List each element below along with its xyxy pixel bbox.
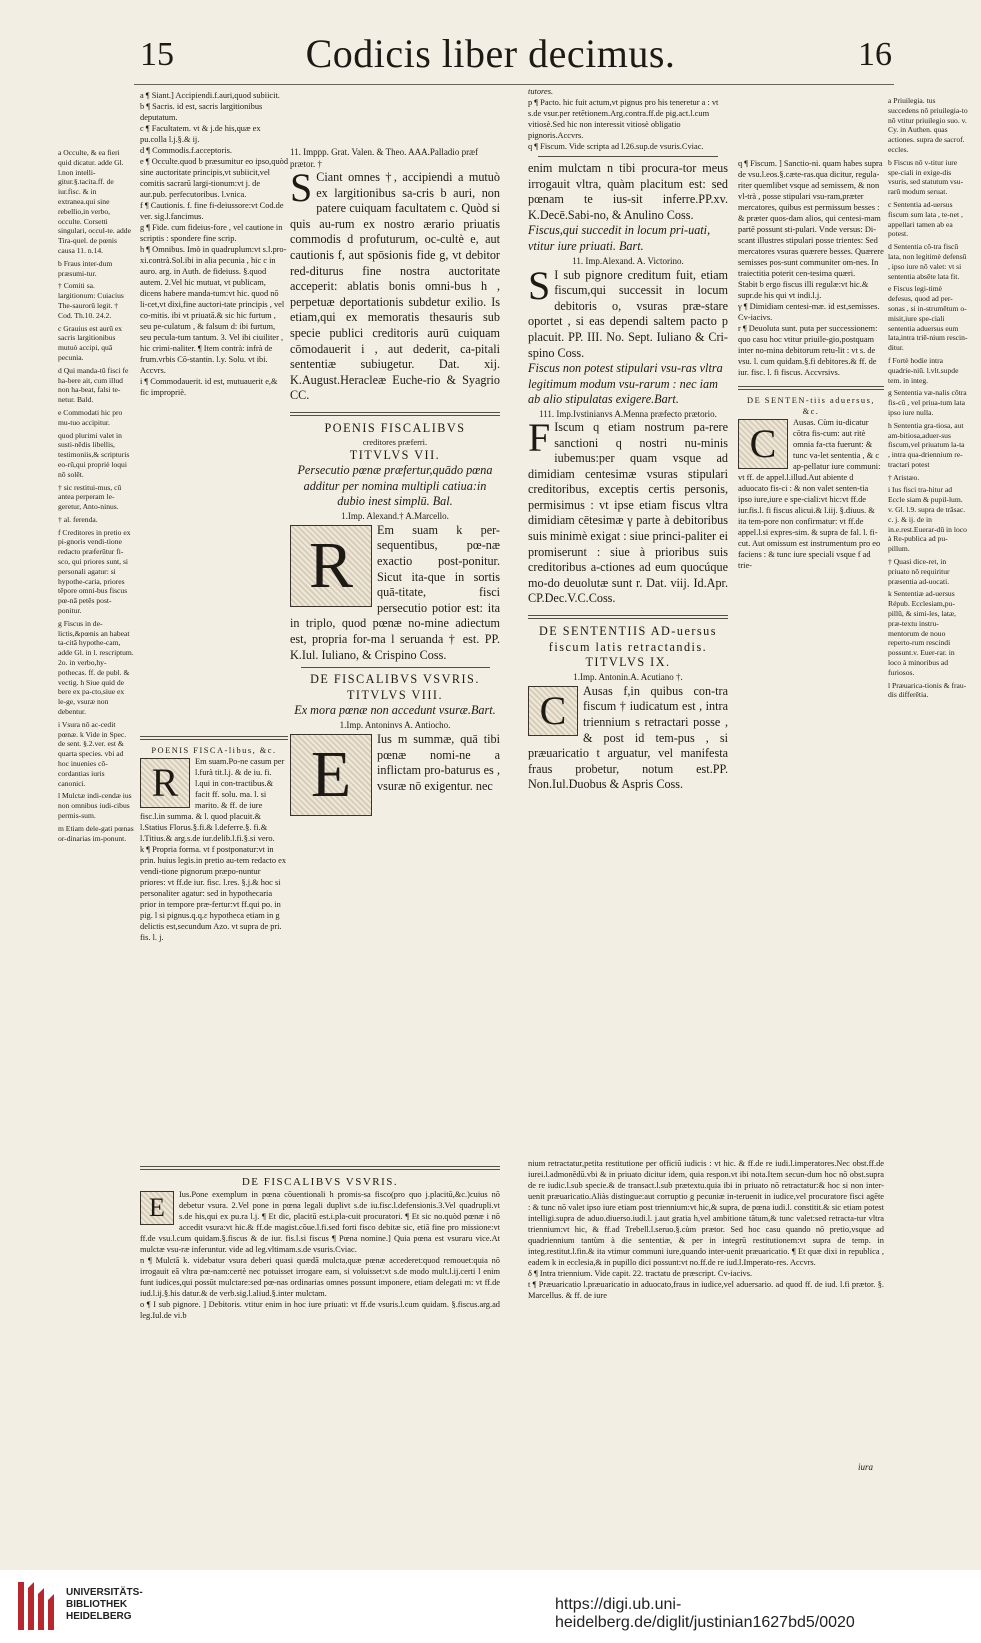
margin-note: g Fiscus in de-lictis,&pœnis an habeat ta-citā hypothe-cam, adde Gl. in l. rescriptum. 2o. in verbo,hy-pothecas. ff. de publ. & vectig. h Siue quid de bere ex pa-cto,siue ex le-ge, vsuræ non debentur.	[58, 618, 134, 717]
gloss-entry: c ¶ Facultatem. vt & j.de his,quæ ex pu.colla l.j.§.& ij.	[140, 124, 261, 144]
title-heading: POENIS FISCALIBVS	[324, 420, 466, 435]
library-name-line: BIBLIOTHEK	[66, 1599, 128, 1610]
bottom-gloss-left	[140, 1158, 500, 1448]
initial-letter-box: C	[738, 419, 788, 469]
gloss-entry: o ¶ I sub pignore. ] Debitoris. vtitur enim in hoc iure priuati: vt ff.de vsuris.l.cum quidam. §.fiscus.arg.ad leg.Iul.de vi.b	[140, 1300, 500, 1320]
gloss-entry: p ¶ Pacto. hic fuit actum,vt pignus pro his teneretur a : vt s.de vsur.per retētionem.Arg.contra.ff.de pig.act.l.cum vitiosè.Sed hic non interessit vitiosè obligatio pignoris.Accvrs.	[528, 98, 719, 140]
law-column-2	[528, 86, 728, 1156]
gloss-entry: e ¶ Occulte.quod b præsumitur eo ipso,quòd sine auctoritate principis,vt subiicit,vel comitis sacrarū largi-tionum:vt j. de aur.pub. perfecutoribus. l.vnica.	[140, 157, 288, 199]
section-rule	[290, 412, 500, 416]
library-name-line: HEIDELBERG	[66, 1611, 132, 1622]
gloss-entry: nium retractatur,petita restitutione per officiū iudicis : vt hic. & ff.de re iudi.l.imperatores.Nec obst.ff.de iurei.l.admonēdū.vbi & in priuato dicitur idem, quia respon.vt ibi nota.Item secun-dum hoc nō obst.supra de re iudic.l.sub specie.& de transact.l.sub prætextu.quia ibi in priuato nō retractatur:& hoc si non inter-uenit præuaricatio.Aliàs distingue:aut corruptio g pecuniæ in-teruenit in iudice,vel procuratore fisci agēte : & tunc nō valet ipso iure etiam post triennium:vt hic,& supra, de pœna iudi.l. constitit.& sic etiam potest intelligi.supra de aduo.diuerso.iudi.l. j.aut gratia h,vel ambitione tātum,& tunc valet:sed retracta-tur vltra triennium:vt hic, & ff.ad Trebell.l.seruo.§.cùm prætor. Sed hoc casu quando nō pretio,vsque ad quadriennium tantùm à die sententiæ, & per in integrū restitutionem:vt supra de temp. in integ.restitut.l.fin.& ita vtimur communi iure,quando inter-uenit præuaricatio. ¶ Et quæ dixi in republica , eadem k in ecclesia,& in pupillo dici possunt:vt no.ff.de re iud.l.Imperato-res. Accvrs.	[528, 1159, 884, 1267]
law-text: Iscum q etiam nostrum pa-rere sanctioni q nostri nu-minis iubemus:per quam vsque ad dimidiam centesimæ vsuras stipulari creditoribus, exceptis certis personis, permisimus : vt ipse etiam fiscus vltra dimidiam cētesimæ γ parte à debitoribus suis minimè exigat : siue princi-paliter ei promiserunt : siue à prioribus suis creditoribus a-ctiones ad eum quocúque mo-do deuolutæ sunt r. Dat. viij. Id.Apr. CP.Dec.V.C.Coss.	[528, 419, 728, 606]
law-heading: 111. Imp.Ivstinianvs A.Menna præfecto prætorio.	[539, 408, 717, 419]
title-summary: Persecutio pœnæ præfertur,quādo pœna additur per nomina multipli catiua:in dubio inest simplū. Bal.	[297, 463, 493, 509]
gloss-entry: q ¶ Fiscum. Vide scripta ad l.26.sup.de vsuris.Cviac.	[528, 142, 704, 151]
gloss-entry: b ¶ Sacris. id est, sacris largitionibus deputatum.	[140, 102, 263, 122]
title-summary: Ex mora pœnæ non accedunt vsuræ.Bart.	[294, 703, 496, 718]
gloss-entry: Stabit b ergo fiscus illi regulæ:vt hic.& supr.de his qui vt indi.l.j.	[738, 280, 869, 300]
page-number-right: 16	[858, 36, 892, 73]
margin-note: † Quasi dice-ret, in priuato nō requiritur præsentia ad-uocati.	[888, 557, 950, 586]
initial-letter-box: E	[140, 1191, 174, 1225]
gloss-entry: γ ¶ Dimidiam centesi-mæ. id est,semisses. Cv-iacivs.	[738, 302, 880, 322]
margin-note: d Sententia cō-tra fiscū lata, non legitimè defensū , ipso iure nō valet: vt si sententia absēte lata fit.	[888, 242, 967, 281]
margin-note: e Fiscus legi-timè defesus, quod ad per-sonas , si in-strumētum o-misit,iure spe-ciali sententia aduersus eum lata,intra triē-nium rescin-ditur.	[888, 284, 968, 353]
margin-note: † sic restitui-mus, cū antea perperam le-geretur, Anto-ninus.	[58, 482, 122, 512]
titulus-number: TITVLVS IX.	[585, 655, 671, 670]
margin-note: d Qui manda-tū fisci fe ha-bere ait, cum illud non ha-beat, falsi te-netur. Bald.	[58, 365, 129, 405]
margin-note: l Præuarica-tionis & frau-dis differētia.	[888, 680, 967, 700]
gloss-column-d	[738, 158, 884, 1158]
gloss-entry: t ¶ Præuaricatio l.præuaricatio in aduocato,fraus in iudice,vel aduersario. ad quod ff. de iud. l.fi prætor. §. Marcellus. & ff. de iure	[528, 1280, 884, 1300]
law-text: Ciant omnes †, accipiendi a mutuò ex largitionibus sa-cris b auri, non patere cuiquam facultatem c. Quòd si quis au-rum ex nostro ærario priuatis commodis d profuturum, oc-cultè e, aut cautionis f, aut spōsionis fide g, vt debitor red-diturus fine nostra auctoritate acceperit: ablatis bonis omni-bus h , perpetuæ deportationis subdetur exilio. Is etiam,qui ex memoratis thesauris sub specie publici creditoris aurū cuiquam cōmodauerit i , aut dederit, ca-pitali sententiæ subiugetur. Dat. xij. K.August.Heracleæ Euche-rio & Syagrio CC.	[290, 170, 500, 403]
margin-note: † Comiti sa. largitionum: Cuiacius The-saurorū legit. † Cod. Th.10. 24.2.	[58, 281, 124, 320]
header-rule	[134, 84, 894, 85]
gloss-entry: d ¶ Commodis.f.acceptoris.	[140, 146, 232, 155]
bottom-gloss-right	[528, 1158, 884, 1463]
margin-note: a Occulte, & ea fieri quid dicatur. adde Gl. l.non intelli-gitur.§.tacita.ff. de iur.fisc. & in extranea.qui sine rebellio,in verbo, occulte. Corsetti singulari, occul-te. adde Tira-quel. de pœnis causa 11. n.14.	[58, 148, 131, 255]
library-name	[66, 1587, 143, 1623]
margin-note: m Etiam dele-gati pœnas or-dinarias im-ponunt.	[58, 823, 134, 843]
law-text: I sub pignore creditum fuit, etiam fiscum,qui successit in locum debitoris o, vsuras præ-stare oportet , si eas dependi saltem pacto p placuit. PP. III. No. Sept. Iuliano & Cri-spino Coss.	[528, 267, 728, 360]
margin-note: c Grauius est aurū ex sacris largitionibus mutuò accipi, quā pecunia.	[58, 323, 123, 362]
left-margin-gloss	[58, 148, 134, 1458]
initial-letter-box: R	[140, 758, 190, 808]
margin-note: h Sententia gra-tiosa, aut am-bitiosa,aduer-sus fiscum,vel priuatum la-ta , intra qua-driennium re-tractari potest	[888, 420, 965, 469]
initial-letter-box: E	[290, 734, 372, 816]
title-heading: DE FISCALIBVS VSVRIS.	[310, 672, 480, 687]
margin-note: g Sententia væ-nalis cōtra fis-cū , vel priua-tum lata ipso iure nulla.	[888, 388, 967, 417]
margin-note: i Vsura nō ac-cedit pœnæ. k Vide in Spec. de sent. §.2.ver. est & quarta species. vbi ad hoc inuenies cō-cordantias iuris canonici.	[58, 719, 127, 788]
gloss-column-a	[140, 90, 288, 750]
margin-note: b Fiscus nō v-titur iure spe-ciali in exige-dis vsuris, sed statutum vsu-rarū modum seruat.	[888, 157, 964, 197]
law-column-1	[290, 146, 500, 1154]
divider	[301, 667, 490, 668]
margin-note: f Creditores in pretio ex pi-gnoris vendi-tione redacto præferūtur fi-sco, qui priores sunt, si personali agatur: si hypothe-caria, priores tēpore omni-bus fiscus pœ-nā petēs post-ponitur.	[58, 527, 131, 616]
gloss-entry: k ¶ Propria forma. vt f postponatur:vt in prin. huius legis.in pretio au-tem redacto ex vendi-tione pignorum præpo-nuntur priores: vt ff.de iur. fisc. l.res. §.j.& hoc si personaliter agatur: sed in hypothecaria prior in tempore præ-fertur:vt ff.qui po. in pig. l si pignus.q.q.ε hypotheca etiam in g delictis est,secundum Azo. vt supra de pri. fis. l. j.	[140, 845, 287, 942]
section-rule	[140, 736, 288, 740]
gloss-section-heading: DE FISCALIBVS VSVRIS.	[241, 1176, 399, 1188]
initial-letter-box: C	[528, 686, 578, 736]
gloss-entry: δ ¶ Intra triennium. Vide capit. 22. tractatu de præscript. Cv-iacivs.	[528, 1269, 753, 1278]
margin-note: b Fraus inter-dum præsumi-tur.	[58, 258, 113, 278]
page-number-left: 15	[140, 36, 174, 73]
law-heading: 1.Imp. Alexand.† A.Marcello.	[341, 510, 449, 521]
initial-letter: S	[528, 262, 551, 308]
gloss-section-heading: POENIS FISCA-libus, &c.	[151, 746, 277, 755]
law-text: Ius m summæ, quā tibi pœnæ nomi-ne a inflictam pro-baturus es , vsuræ nō exigentur. nec	[377, 732, 500, 793]
gloss-entry: tutores.	[528, 87, 554, 96]
gloss-entry: i ¶ Commodauerit. id est, mutuauerit e,& fic impropriè.	[140, 377, 278, 397]
law-heading: 11. Imppp. Grat. Valen. & Theo. AAA.Palladio præf prætor. †	[290, 147, 479, 169]
titulus-number: TITVLVS VII.	[349, 447, 441, 462]
margin-note: † Aristæo.	[888, 472, 920, 482]
margin-note: l Mulctæ indi-cendæ ius non omnibus iudi-cibus permis-sum.	[58, 791, 132, 820]
margin-note: † al. ferenda.	[58, 514, 98, 524]
permalink-url[interactable]: https://digi.ub.uni-heidelberg.de/diglit/justinian1627bd5/0020	[555, 1596, 855, 1631]
viewer-footer	[0, 1570, 981, 1643]
gloss-section-heading: DE SENTEN-tiis aduersus, &c.	[747, 396, 875, 416]
title-subheading: creditores præferri.	[362, 437, 428, 447]
gloss-entry: Em suam.Po-ne casum per l.furà tit.l.j. & de iu. fi. l.qui in con-tractibus.& facit ff. solu. ma. l. si marito. & ff. de iure fisc.l.in summa. & l. quod placuit.& l.Statius Florus.§.fi.& l.deferre.§. fi.& l.Titius.& arg.s.de iur.delib.l.fi.§.si vero.	[140, 757, 285, 843]
gloss-entry: n ¶ Mulctā k. videbatur vsura deberi quasi quædā mulcta,quæ pœnæ accederet:quod remouet:quia nō irrogauit eā vltra pœ-nam:certè nec potuisset irrogare eam, si voluisset:vt s.de modo mult.l.ij.certi l enim funt iudices,qui possūt mulctare:sed pœ-nas ordinarias omnes possunt imponere, etiam delegati m: vt ff.de iud.l.ij.§.his datur.& de verb.sig.l.aliud.§.inter mulctam.	[140, 1256, 500, 1298]
law-heading: 11. Imp.Alexand. A. Victorino.	[572, 255, 684, 266]
gloss-entry: q ¶ Fiscum. ] Sanctio-ni. quam habes supra de vsu.l.eos.§.cæte-ras.qua dicitur, regula-riter quemlibet vsque ad semissem, & non vl-trà , posse stipulari vsu-ram,præter mercatores, quibus est permissum besses : & præter quos-dam alios, qui centesi-mam partē possunt sti-pulari. Vnde versus: Di-scant illustres stipulari posse trientes: Sed mercatores vsuras quærere besses. Quærere semisses pos-sunt communiter om-nes. In traiectitia poterit cen-tesima quæri.	[738, 159, 884, 278]
gloss-column-b	[140, 728, 288, 1153]
initial-letter: S	[290, 165, 313, 210]
gloss-entry: Ius.Pone exemplum in pœna cōuentionali h promis-sa fisco(pro quo j.placitū,&c.)cuius nō debetur vsura. 2.Vel pone in pœna legali duplivt s.de iu.fisc.l.defensionis.3.Vel quadrupli.vt s.de his,qui ex pu.ra l.j. ¶ Et dic, placitū est.i.pla-cuit procuratori. ¶ Et sic no.quòd pœnæ i nō accedit vsura:vt hic.& ff.de magist.cōue.l.fi.sed forti fisco debitæ sic, etiā fine pro missione:vt ff.de vsu.l.cum quidam.§.fiscus & de iur. fis.l.si fiscus ¶ Pœna nomine.] Quia pœna est vsuraru vice.At mulctæ vsu-ræ inferuntur. vide ad leg.vltimam.s.de vsuris.Cviac.	[140, 1190, 500, 1254]
divider	[538, 156, 718, 157]
right-margin-gloss	[888, 96, 968, 1441]
gloss-entry: a ¶ Siant.] Accipiendi.f.auri,quod subiicit.	[140, 91, 280, 100]
margin-note: k Sententiæ ad-uersus Répub. Ecclesiam,pu-pillū, & simi-les, latæ, præ-textu instru-mentorum de nouo reperto-rum rescindi possunt.v. Euer-rar. in loco à minoribus ad furiosos.	[888, 589, 956, 677]
margin-note: f Fortè hodie intra quadrie-niū. l.vlt.supde tem. in integ.	[888, 355, 959, 385]
titulus-number: TITVLVS VIII.	[346, 687, 443, 702]
section-rule	[140, 1166, 500, 1170]
margin-note: a Priuilegia. tus succedens nō priuilegia-to nō vtitur priuilegio suo. v. Cy. in Authen. quas actiones. supra de sacrof. eccles.	[888, 96, 968, 154]
university-library-logo-icon	[14, 1578, 58, 1634]
page-title: Codicis liber decimus.	[305, 31, 676, 76]
section-rule	[738, 386, 884, 390]
law-heading: 1.Imp. Antoninvs A. Antiocho.	[339, 720, 451, 730]
law-rubric: Fiscus non potest stipulari vsu-ras vltra legitimum modum vsu-rarum : nec iam ab alio stipulatas exigere.Bart.	[528, 361, 723, 407]
initial-letter-box: R	[290, 525, 372, 607]
margin-note: e Commodati hic pro mu-tuo accipitur.	[58, 407, 123, 427]
law-text: enim mulctam n tibi procura-tor meus irrogauit vltra, quàm placitum est: sed pœnam te ius-sit inferre.PP.xv. K.Decē.Sabi-no, & Anulino Coss.	[528, 161, 728, 222]
title-heading: DE SENTENTIIS AD-uersus fiscum latis retractandis.	[538, 624, 718, 654]
margin-note: quod plurimi valet in susti-nēdis libellis, testimoniis,& scripturis eo-rū,qui propriè loqui nō solēt.	[58, 430, 130, 479]
gloss-entry: r ¶ Deuoluta sunt. puta per successionem: quo casu hoc vtitur priuile-gio,postquam inter no-mina debitorum retu-lit : vt s. de vsu. l. cum quidam.§.fi debitores.& ff. de iur. fisc. l. fi fiscus. Accvrsivs.	[738, 324, 878, 377]
library-name-line: UNIVERSITÄTS-	[66, 1587, 143, 1598]
catchword: iura	[858, 1462, 874, 1472]
gloss-entry: g ¶ Fide. cum fideius-fore , vel cautione in scriptis : spondere fine scrip.	[140, 223, 283, 243]
law-text: Em suam k per-sequentibus, pœ-næ exactio post-ponitur. Sicut ita-que in sortis quā-titate, fisci persecutio potior est: ita in triplo, quod pœnæ no-mine adiectum est, propria for-ma l seruanda † est. PP. K.Iul. Iuliano, & Crispino Coss.	[290, 522, 500, 662]
gloss-entry: h ¶ Omnibus. Imò in quadruplum:vt s.l.pro-xi.contrà.Sol.ibi in alia pecunia , hic c in auro. arg. in Auth. de fideiuss. §.quod autem. 2.Vel hic mutuat, vt publicam, dicens habere manda-tum:vt hic. quod nō li-cet,vt dixi,fine auctori-tate principis , vel co-mitis. ibi vt priuatā.& sic hic furtum , seu pe-culatum , & falsum d: ibi furtum, seu pecula-tum tantum. 3. Vel ibi ciuiliter , hic crimi-naliter. ¶ Item contrà: infrà de frum.vrbis Cō-stantin. l.y. Solu. vt ibi. Accvrs.	[140, 245, 287, 375]
gloss-entry: f ¶ Cautionis. f. fine fi-deiussore:vt Cod.de ver. sig.l.fancimus.	[140, 201, 284, 221]
margin-note: c Sententia ad-uersus fiscum sum lata , te-net , appellari tamen ab ea potest.	[888, 199, 963, 239]
gloss-entry: Ausas. Cùm iu-dicatur cōtra fis-cum: aut ritè omnia fa-cta fuerunt: & tunc va-let sententia , & c ap-pellatur iure communi: vt ff. de appel.l.illud.Aut abiente d aduocato fis-ci : & non valet senten-tia ipso iure,iure e spe-ciali:vt hic:vt ff.de iur.fis.l. fi fiscus alicui.& l.iij. §.diuus. & ita tem-pore non confirmatur: vt ff.de appel.l.si expres-sim. & supra de fal. l. fi-cut. Aut omissum est instrumentum pro eo faciens : & tunc iure speciali vsque f ad trie-	[738, 418, 881, 570]
section-rule	[528, 615, 728, 619]
law-rubric: Fiscus,qui succedit in locum pri-uati, vtitur iure priuati. Bart.	[528, 223, 711, 253]
law-text: Ausas f,in quibus con-tra fiscum † iudicatum est , intra triennium s retractari posse , & post id tem-pus , si præuaricatio t arguatur, vel manifesta fraus probetur, notum est.PP. Non.Iul.Duobus & Aspris Coss.	[528, 683, 728, 792]
initial-letter: F	[528, 414, 551, 460]
margin-note: i Ius fisci tra-hitur ad Eccle siam & pupil-lum. v. Gl. l.9. supra de trāsac. c. j. & ij. de in in.e.rest.Euerar-dū in loco à Re-publica ad pu-pillum.	[888, 485, 967, 554]
law-heading: 1.Imp. Antonin.A. Acutiano †.	[573, 671, 683, 682]
